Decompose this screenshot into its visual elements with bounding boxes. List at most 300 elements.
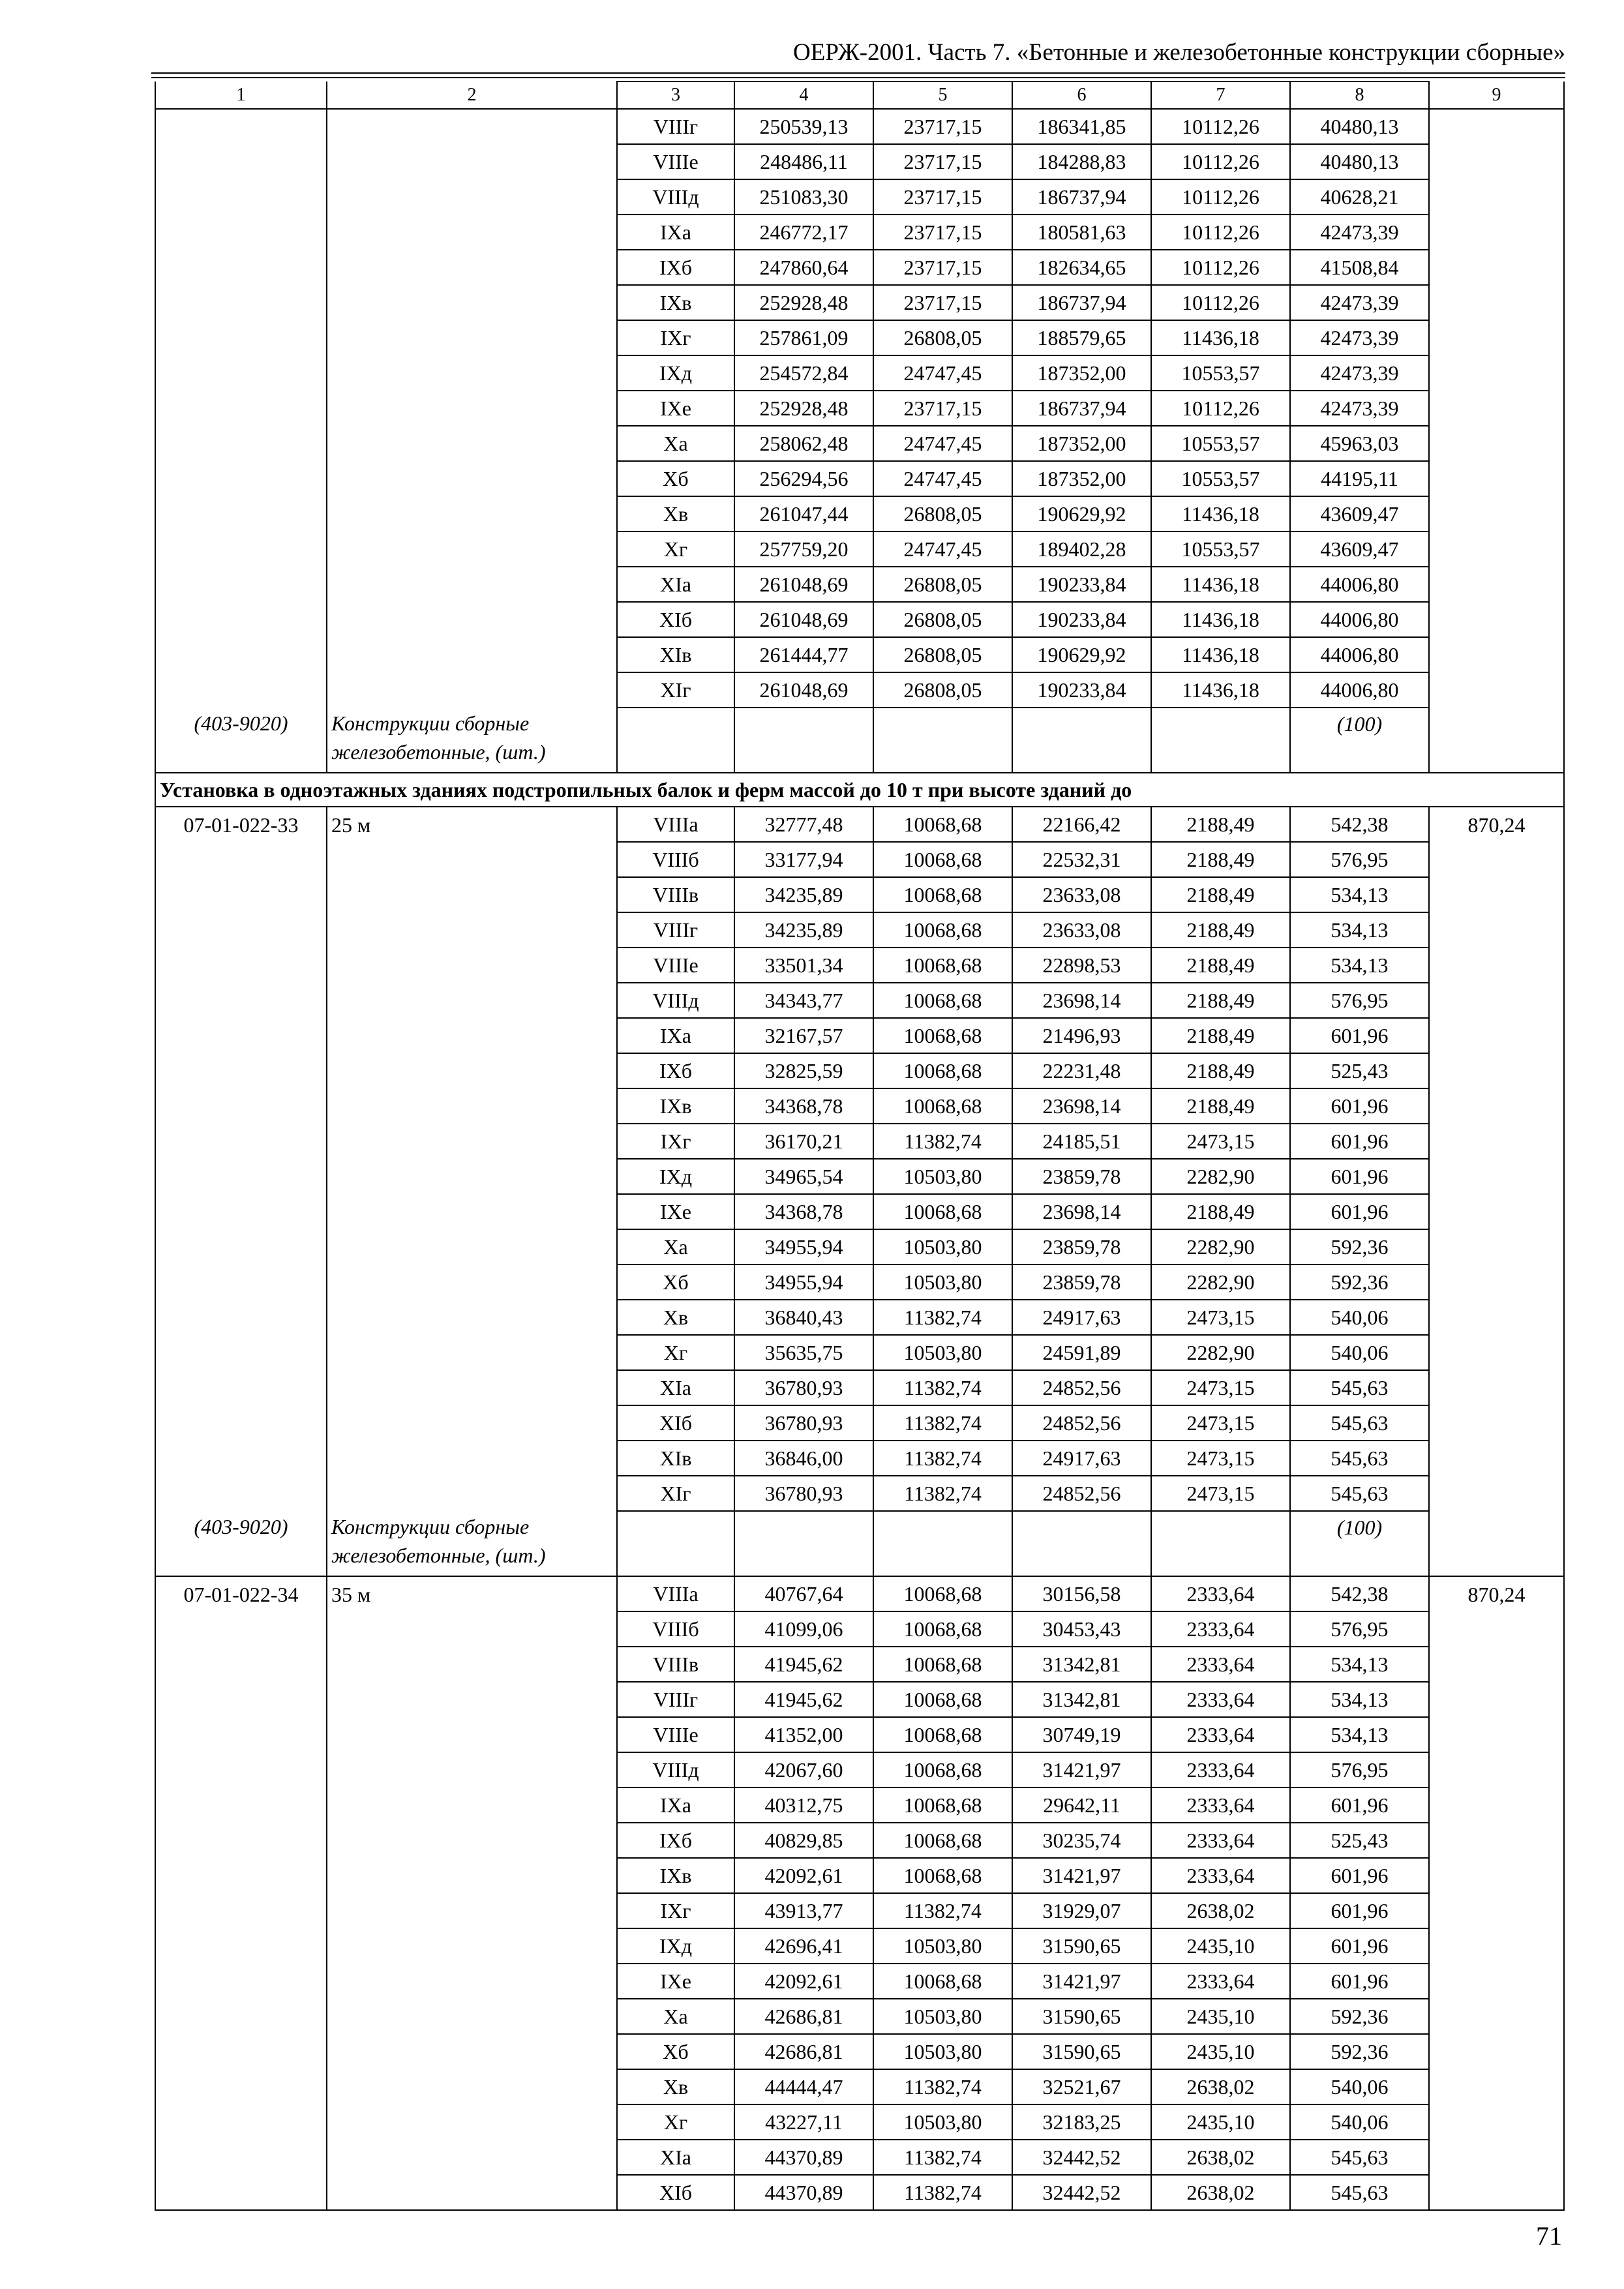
table-row: [155, 807, 1564, 842]
value-cell: 24591,89: [1012, 1335, 1151, 1370]
value-cell: 24917,63: [1012, 1300, 1151, 1335]
zone-code: IXе: [617, 391, 734, 426]
labor-cell: [1429, 1964, 1564, 1999]
value-cell: 36780,93: [734, 1370, 873, 1405]
value-cell: 36780,93: [734, 1476, 873, 1511]
rate-name: [327, 1264, 617, 1300]
value-cell: 43913,77: [734, 1893, 873, 1928]
value-cell: 31421,97: [1012, 1964, 1151, 1999]
table-row: [155, 1647, 1564, 1682]
value-cell: 31342,81: [1012, 1647, 1151, 1682]
empty-cell: [1429, 1511, 1564, 1576]
rate-code: [155, 948, 327, 983]
value-cell: 10503,80: [873, 2034, 1012, 2069]
value-cell: 601,96: [1290, 1159, 1429, 1194]
table-row: [155, 948, 1564, 983]
value-cell: 186341,85: [1012, 109, 1151, 144]
value-cell: 32521,67: [1012, 2069, 1151, 2104]
value-cell: 252928,48: [734, 285, 873, 320]
table-row: [155, 1441, 1564, 1476]
rate-code: [155, 602, 327, 637]
value-cell: 26808,05: [873, 567, 1012, 602]
value-cell: 10068,68: [873, 983, 1012, 1018]
value-cell: 10553,57: [1151, 426, 1290, 461]
value-cell: 601,96: [1290, 1124, 1429, 1159]
rate-name: [327, 1229, 617, 1264]
value-cell: 2188,49: [1151, 807, 1290, 842]
rate-code: [155, 1405, 327, 1441]
value-cell: 11436,18: [1151, 496, 1290, 531]
labor-cell: [1429, 2140, 1564, 2175]
value-cell: 10068,68: [873, 1611, 1012, 1647]
zone-code: VIIIе: [617, 144, 734, 179]
zone-code: IXе: [617, 1964, 734, 1999]
table-row: [155, 1576, 1564, 1611]
rate-name: [327, 1928, 617, 1964]
value-cell: 10503,80: [873, 1229, 1012, 1264]
value-cell: 22231,48: [1012, 1053, 1151, 1088]
rate-name: [327, 1752, 617, 1788]
value-cell: 32167,57: [734, 1018, 873, 1053]
value-cell: 41508,84: [1290, 250, 1429, 285]
value-cell: 26808,05: [873, 320, 1012, 355]
value-cell: 40312,75: [734, 1788, 873, 1823]
rates-table: [155, 81, 1565, 2211]
value-cell: 2473,15: [1151, 1300, 1290, 1335]
rate-code: [155, 285, 327, 320]
value-cell: 257759,20: [734, 531, 873, 567]
table-row: [155, 1018, 1564, 1053]
labor-cell: [1429, 496, 1564, 531]
value-cell: 246772,17: [734, 215, 873, 250]
value-cell: 545,63: [1290, 2140, 1429, 2175]
value-cell: 2333,64: [1151, 1576, 1290, 1611]
value-cell: 42696,41: [734, 1928, 873, 1964]
header-rule-double: [151, 77, 1565, 78]
value-cell: 2333,64: [1151, 1964, 1290, 1999]
value-cell: 41352,00: [734, 1717, 873, 1752]
zone-code: VIIIг: [617, 109, 734, 144]
rate-code: [155, 567, 327, 602]
value-cell: 23717,15: [873, 215, 1012, 250]
labor-cell: [1429, 1858, 1564, 1893]
empty-cell: [734, 708, 873, 773]
value-cell: 41945,62: [734, 1647, 873, 1682]
value-cell: 189402,28: [1012, 531, 1151, 567]
value-cell: 2333,64: [1151, 1647, 1290, 1682]
zone-code: IXб: [617, 250, 734, 285]
value-cell: 2473,15: [1151, 1476, 1290, 1511]
labor-cell: [1429, 1999, 1564, 2034]
table-row: [155, 496, 1564, 531]
zone-code: IXе: [617, 1194, 734, 1229]
rate-code: [155, 1053, 327, 1088]
value-cell: 2638,02: [1151, 2069, 1290, 2104]
rate-name: [327, 496, 617, 531]
value-cell: 31421,97: [1012, 1858, 1151, 1893]
value-cell: 11382,74: [873, 1476, 1012, 1511]
value-cell: 187352,00: [1012, 355, 1151, 391]
value-cell: 42686,81: [734, 1999, 873, 2034]
value-cell: 40480,13: [1290, 144, 1429, 179]
value-cell: 11382,74: [873, 2175, 1012, 2210]
table-row: [155, 877, 1564, 912]
value-cell: 601,96: [1290, 1088, 1429, 1124]
empty-cell: [1012, 1511, 1151, 1576]
zone-code: VIIIа: [617, 807, 734, 842]
value-cell: 2473,15: [1151, 1405, 1290, 1441]
rate-code: [155, 179, 327, 215]
zone-code: Xг: [617, 1335, 734, 1370]
value-cell: 2188,49: [1151, 1088, 1290, 1124]
value-cell: 45963,03: [1290, 426, 1429, 461]
value-cell: 2333,64: [1151, 1682, 1290, 1717]
value-cell: 42092,61: [734, 1964, 873, 1999]
value-cell: 34368,78: [734, 1194, 873, 1229]
zone-code: IXб: [617, 1823, 734, 1858]
material-qty: (100): [1290, 708, 1429, 773]
table-row: [155, 2175, 1564, 2210]
page-header: ОЕРЖ-2001. Часть 7. «Бетонные и железобетонные конструкции сборные»: [793, 39, 1565, 66]
labor-cell: [1429, 1647, 1564, 1682]
zone-code: VIIIв: [617, 877, 734, 912]
value-cell: 24747,45: [873, 355, 1012, 391]
value-cell: 23633,08: [1012, 877, 1151, 912]
value-cell: 256294,56: [734, 461, 873, 496]
value-cell: 10112,26: [1151, 215, 1290, 250]
zone-code: IXв: [617, 285, 734, 320]
value-cell: 42473,39: [1290, 215, 1429, 250]
rate-code: [155, 1441, 327, 1476]
labor-cell: 870,24: [1429, 807, 1564, 842]
zone-code: VIIIб: [617, 842, 734, 877]
column-number: 5: [873, 82, 1012, 109]
value-cell: 42092,61: [734, 1858, 873, 1893]
table-row: [155, 1858, 1564, 1893]
labor-cell: [1429, 1194, 1564, 1229]
labor-cell: [1429, 1264, 1564, 1300]
labor-cell: [1429, 983, 1564, 1018]
labor-cell: [1429, 1053, 1564, 1088]
rate-name: [327, 531, 617, 567]
table-row: [155, 912, 1564, 948]
value-cell: 2333,64: [1151, 1611, 1290, 1647]
value-cell: 24747,45: [873, 426, 1012, 461]
labor-cell: [1429, 672, 1564, 708]
value-cell: 2333,64: [1151, 1823, 1290, 1858]
value-cell: 184288,83: [1012, 144, 1151, 179]
value-cell: 592,36: [1290, 1264, 1429, 1300]
table-row: [155, 1088, 1564, 1124]
material-qty: (100): [1290, 1511, 1429, 1576]
rate-code: [155, 531, 327, 567]
value-cell: 21496,93: [1012, 1018, 1151, 1053]
value-cell: 576,95: [1290, 1752, 1429, 1788]
value-cell: 29642,11: [1012, 1788, 1151, 1823]
zone-code: VIIIг: [617, 912, 734, 948]
value-cell: 2282,90: [1151, 1159, 1290, 1194]
rate-name: [327, 215, 617, 250]
zone-code: XIа: [617, 1370, 734, 1405]
section-title-row: [155, 773, 1564, 807]
rate-name: [327, 1476, 617, 1511]
labor-cell: [1429, 285, 1564, 320]
rate-name: [327, 320, 617, 355]
rate-name: [327, 2034, 617, 2069]
rate-name: [327, 567, 617, 602]
value-cell: 601,96: [1290, 1928, 1429, 1964]
value-cell: 32183,25: [1012, 2104, 1151, 2140]
value-cell: 2638,02: [1151, 2140, 1290, 2175]
zone-code: Xб: [617, 461, 734, 496]
table-row: [155, 1752, 1564, 1788]
rate-name: [327, 672, 617, 708]
labor-cell: [1429, 1928, 1564, 1964]
rate-code: [155, 1893, 327, 1928]
rate-code: [155, 842, 327, 877]
value-cell: 32825,59: [734, 1053, 873, 1088]
value-cell: 2473,15: [1151, 1124, 1290, 1159]
value-cell: 186737,94: [1012, 179, 1151, 215]
zone-code: IXг: [617, 1124, 734, 1159]
rate-code: 07-01-022-34: [155, 1576, 327, 1611]
value-cell: 30235,74: [1012, 1823, 1151, 1858]
rate-name: [327, 1018, 617, 1053]
material-code: (403-9020): [155, 708, 327, 773]
rate-code: [155, 983, 327, 1018]
zone-code: IXд: [617, 1928, 734, 1964]
value-cell: 540,06: [1290, 2104, 1429, 2140]
value-cell: 592,36: [1290, 2034, 1429, 2069]
zone-code: Xв: [617, 496, 734, 531]
value-cell: 36840,43: [734, 1300, 873, 1335]
value-cell: 2333,64: [1151, 1752, 1290, 1788]
value-cell: 43227,11: [734, 2104, 873, 2140]
empty-cell: [734, 1511, 873, 1576]
rate-code: [155, 320, 327, 355]
rate-code: [155, 2104, 327, 2140]
value-cell: 592,36: [1290, 1229, 1429, 1264]
value-cell: 11436,18: [1151, 637, 1290, 672]
value-cell: 601,96: [1290, 1964, 1429, 1999]
rate-code: [155, 355, 327, 391]
value-cell: 24852,56: [1012, 1476, 1151, 1511]
value-cell: 41945,62: [734, 1682, 873, 1717]
value-cell: 261047,44: [734, 496, 873, 531]
value-cell: 42473,39: [1290, 355, 1429, 391]
rate-name: [327, 1441, 617, 1476]
rate-name: [327, 1053, 617, 1088]
value-cell: 2282,90: [1151, 1264, 1290, 1300]
labor-cell: 870,24: [1429, 1576, 1564, 1611]
value-cell: 10068,68: [873, 842, 1012, 877]
rate-code: [155, 1264, 327, 1300]
rate-name: [327, 912, 617, 948]
value-cell: 10112,26: [1151, 285, 1290, 320]
value-cell: 10503,80: [873, 1999, 1012, 2034]
labor-cell: [1429, 1370, 1564, 1405]
labor-cell: [1429, 1788, 1564, 1823]
value-cell: 11382,74: [873, 1893, 1012, 1928]
value-cell: 545,63: [1290, 1405, 1429, 1441]
empty-cell: [873, 708, 1012, 773]
table-row: [155, 1476, 1564, 1511]
table-row: [155, 602, 1564, 637]
rate-code: [155, 637, 327, 672]
labor-cell: [1429, 2104, 1564, 2140]
value-cell: 2282,90: [1151, 1335, 1290, 1370]
value-cell: 33501,34: [734, 948, 873, 983]
value-cell: 10553,57: [1151, 355, 1290, 391]
rate-name: [327, 602, 617, 637]
zone-code: IXв: [617, 1858, 734, 1893]
section-title: Установка в одноэтажных зданиях подстропильных балок и ферм массой до 10 т при высоте зданий до: [155, 773, 1564, 807]
table-row: [155, 1264, 1564, 1300]
zone-code: Xв: [617, 2069, 734, 2104]
value-cell: 40829,85: [734, 1823, 873, 1858]
zone-code: IXд: [617, 355, 734, 391]
rate-code: [155, 250, 327, 285]
labor-cell: [1429, 1893, 1564, 1928]
labor-cell: [1429, 1752, 1564, 1788]
value-cell: 542,38: [1290, 1576, 1429, 1611]
value-cell: 10068,68: [873, 1858, 1012, 1893]
value-cell: 40628,21: [1290, 179, 1429, 215]
value-cell: 10112,26: [1151, 109, 1290, 144]
value-cell: 36846,00: [734, 1441, 873, 1476]
rate-code: [155, 1611, 327, 1647]
value-cell: 545,63: [1290, 1370, 1429, 1405]
value-cell: 10068,68: [873, 1823, 1012, 1858]
value-cell: 26808,05: [873, 602, 1012, 637]
value-cell: 190233,84: [1012, 567, 1151, 602]
value-cell: 44370,89: [734, 2175, 873, 2210]
value-cell: 23717,15: [873, 285, 1012, 320]
value-cell: 180581,63: [1012, 215, 1151, 250]
value-cell: 42473,39: [1290, 391, 1429, 426]
value-cell: 10112,26: [1151, 250, 1290, 285]
value-cell: 2188,49: [1151, 983, 1290, 1018]
column-number: 8: [1290, 82, 1429, 109]
value-cell: 2188,49: [1151, 1018, 1290, 1053]
value-cell: 2473,15: [1151, 1441, 1290, 1476]
rate-code: [155, 1717, 327, 1752]
value-cell: 41099,06: [734, 1611, 873, 1647]
value-cell: 24852,56: [1012, 1405, 1151, 1441]
labor-cell: [1429, 2175, 1564, 2210]
value-cell: 42067,60: [734, 1752, 873, 1788]
value-cell: 34235,89: [734, 912, 873, 948]
value-cell: 11382,74: [873, 1124, 1012, 1159]
value-cell: 44006,80: [1290, 602, 1429, 637]
empty-cell: [1151, 1511, 1290, 1576]
table-row: [155, 1928, 1564, 1964]
value-cell: 10068,68: [873, 1088, 1012, 1124]
material-code: (403-9020): [155, 1511, 327, 1576]
labor-cell: [1429, 144, 1564, 179]
rate-name: [327, 426, 617, 461]
labor-cell: [1429, 1124, 1564, 1159]
value-cell: 190629,92: [1012, 496, 1151, 531]
zone-code: Xа: [617, 1229, 734, 1264]
value-cell: 534,13: [1290, 1647, 1429, 1682]
labor-cell: [1429, 912, 1564, 948]
table-row: [155, 1159, 1564, 1194]
page-number: 71: [1536, 2221, 1562, 2251]
value-cell: 251083,30: [734, 179, 873, 215]
zone-code: XIб: [617, 1405, 734, 1441]
value-cell: 601,96: [1290, 1858, 1429, 1893]
value-cell: 10503,80: [873, 1928, 1012, 1964]
value-cell: 10068,68: [873, 1018, 1012, 1053]
zone-code: XIб: [617, 602, 734, 637]
rate-name: [327, 948, 617, 983]
zone-code: Xа: [617, 426, 734, 461]
value-cell: 2188,49: [1151, 912, 1290, 948]
zone-code: VIIIд: [617, 1752, 734, 1788]
rate-name: [327, 1823, 617, 1858]
value-cell: 254572,84: [734, 355, 873, 391]
rate-name: [327, 1300, 617, 1335]
rate-name: [327, 461, 617, 496]
table-row: [155, 2140, 1564, 2175]
value-cell: 44006,80: [1290, 672, 1429, 708]
zone-code: VIIIв: [617, 1647, 734, 1682]
value-cell: 2333,64: [1151, 1717, 1290, 1752]
zone-code: XIв: [617, 637, 734, 672]
value-cell: 24917,63: [1012, 1441, 1151, 1476]
column-number: 2: [327, 82, 617, 109]
column-number: 1: [155, 82, 327, 109]
table-row: [155, 1229, 1564, 1264]
rate-name: [327, 1964, 617, 1999]
table-row: [155, 1788, 1564, 1823]
rate-name: [327, 1647, 617, 1682]
value-cell: 24747,45: [873, 531, 1012, 567]
value-cell: 10068,68: [873, 1717, 1012, 1752]
zone-code: VIIIе: [617, 1717, 734, 1752]
column-number: 3: [617, 82, 734, 109]
rate-name: [327, 1788, 617, 1823]
value-cell: 2282,90: [1151, 1229, 1290, 1264]
rate-name: [327, 179, 617, 215]
rate-name: [327, 250, 617, 285]
rate-name: [327, 1370, 617, 1405]
value-cell: 23717,15: [873, 144, 1012, 179]
table-row: [155, 391, 1564, 426]
rate-code: [155, 1964, 327, 1999]
labor-cell: [1429, 602, 1564, 637]
value-cell: 34235,89: [734, 877, 873, 912]
rate-code: [155, 1124, 327, 1159]
value-cell: 23717,15: [873, 179, 1012, 215]
value-cell: 2188,49: [1151, 877, 1290, 912]
value-cell: 188579,65: [1012, 320, 1151, 355]
value-cell: 534,13: [1290, 1717, 1429, 1752]
value-cell: 10068,68: [873, 1647, 1012, 1682]
rate-code: [155, 215, 327, 250]
rate-code: [155, 1370, 327, 1405]
labor-cell: [1429, 461, 1564, 496]
value-cell: 534,13: [1290, 1682, 1429, 1717]
labor-cell: [1429, 1611, 1564, 1647]
zone-code: Xг: [617, 531, 734, 567]
rate-code: [155, 1018, 327, 1053]
value-cell: 10068,68: [873, 912, 1012, 948]
zone-code: Xа: [617, 1999, 734, 2034]
value-cell: 34368,78: [734, 1088, 873, 1124]
zone-code: IXб: [617, 1053, 734, 1088]
